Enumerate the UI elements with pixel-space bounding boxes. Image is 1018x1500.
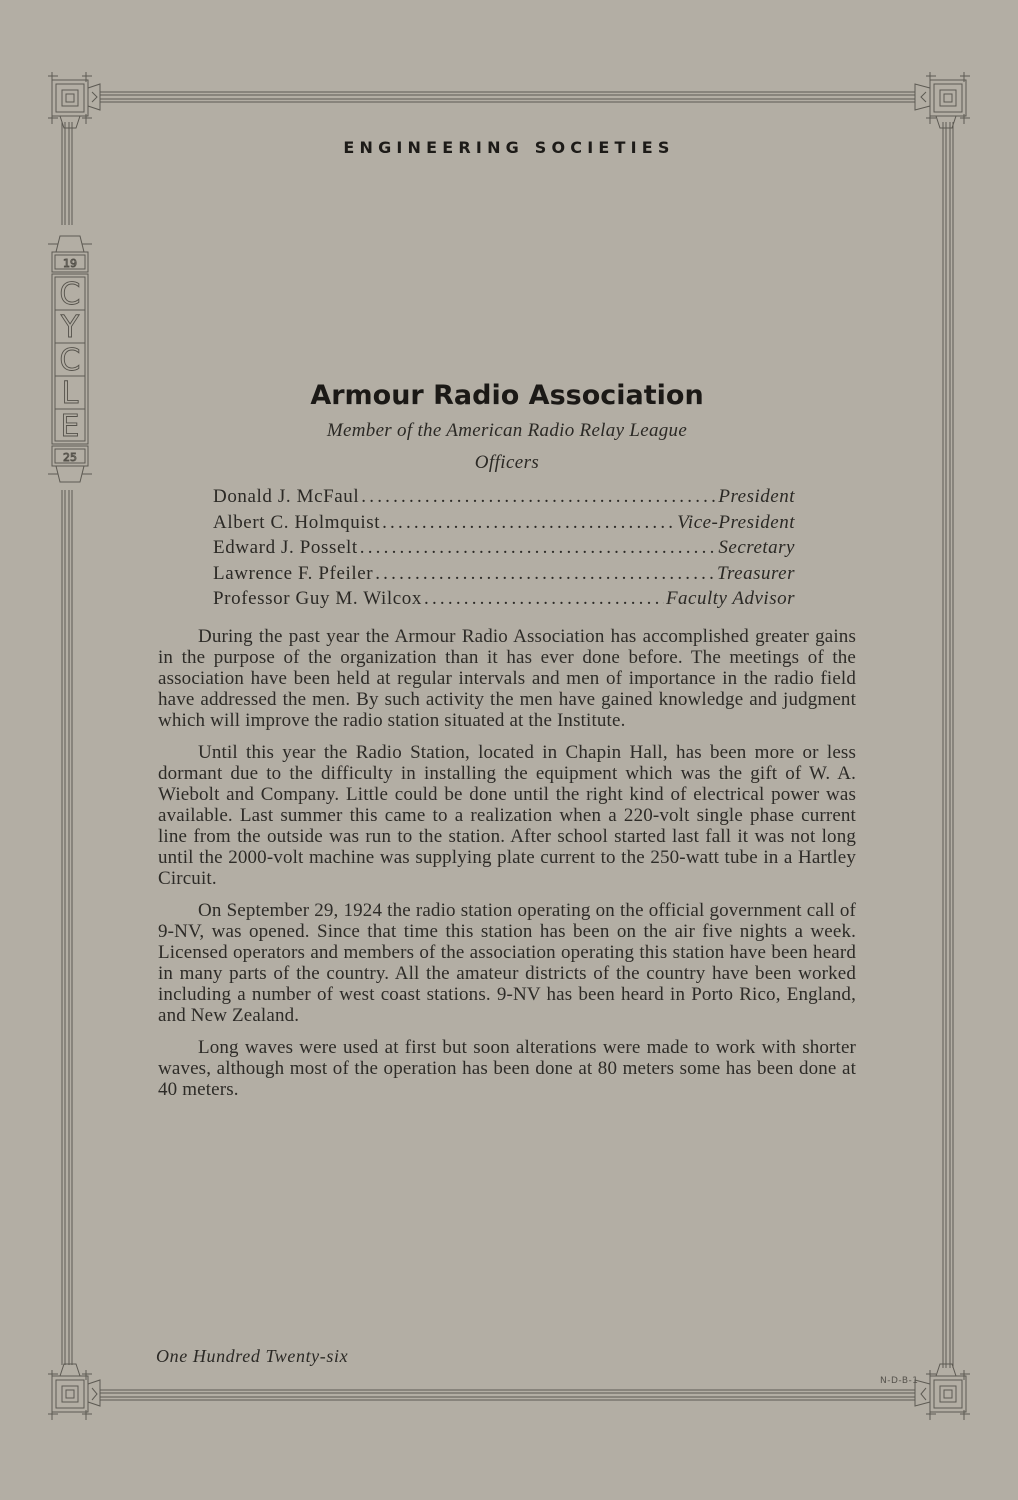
- corner-ornament-bottom-left: [48, 1364, 100, 1420]
- body-paragraph: On September 29, 1924 the radio station operating on the official government call of 9-NV, was opened. Since that time this station has been on the air five nights a week. Licensed operators and members of the association operating this station have been heard in many parts of the country. All the amateur districts of the country have been worked including a number of west coast stations. 9-NV has been heard in Porto Rico, England, and New Zealand.: [158, 899, 856, 1026]
- officer-name: Lawrence F. Pfeiler: [213, 562, 374, 584]
- bottom-border-rule: [100, 1390, 915, 1400]
- officer-role: Treasurer: [716, 562, 795, 584]
- corner-ornament-top-left: [48, 72, 100, 128]
- officer-role: President: [718, 486, 795, 507]
- officer-name: Professor Guy M. Wilcox: [213, 588, 423, 609]
- officer-row: [213, 535, 795, 561]
- officer-row: [213, 561, 795, 587]
- body-paragraph: Long waves were used at first but soon alterations were made to work with shorter waves, although most of the operation has been done at 80 meters some has been done at 40 meters.: [158, 1036, 856, 1100]
- side-ornament-year-top: 19: [63, 257, 77, 270]
- article-subtitle: Member of the American Radio Relay League: [326, 420, 688, 441]
- dot-leader: [360, 535, 717, 561]
- officer-row: [213, 510, 795, 536]
- officer-row: [213, 586, 795, 612]
- side-ornament-letter-4: L: [61, 376, 79, 411]
- dot-leader: [375, 561, 715, 587]
- engraver-mark: N-D-B-1: [880, 1376, 919, 1386]
- corner-ornament-top-right: [915, 72, 970, 128]
- side-ornament-year-bottom: 25: [63, 451, 77, 464]
- officers-list: [213, 484, 795, 612]
- officer-role: Faculty Advisor: [665, 588, 795, 609]
- right-border-rule: [943, 122, 953, 1368]
- officer-role: Vice-President: [677, 511, 795, 533]
- officer-role: Secretary: [718, 537, 795, 558]
- side-ornament-letter-5: E: [60, 409, 80, 444]
- running-header: ENGINEERING SOCIETIES: [343, 138, 675, 157]
- article: [158, 378, 856, 1100]
- side-ornament-letter-3: C: [59, 343, 81, 378]
- page-number-folio: One Hundred Twenty-six: [156, 1346, 349, 1366]
- side-ornament-letter-1: C: [59, 277, 81, 312]
- body-paragraph: Until this year the Radio Station, located in Chapin Hall, has been more or less dormant due to the difficulty in installing the equipment which was the gift of W. A. Wiebolt and Company. Little could be done until the right kind of electrical power was available. Last summer this came to a realization when a 220-volt single phase current line from the outside was run to the station. After school started last fall it was not long until the 2000-volt machine was supplying plate current to the 250-watt tube in a Hartley Circuit.: [158, 741, 856, 889]
- dot-leader: [382, 510, 675, 536]
- article-title: Armour Radio Association: [310, 380, 704, 411]
- top-border-rule: [100, 92, 915, 102]
- side-ornament-letter-2: Y: [60, 310, 80, 345]
- dot-leader: [424, 586, 664, 612]
- officer-row: [213, 484, 795, 510]
- officer-name: Edward J. Posselt: [213, 537, 358, 558]
- officers-heading: Officers: [474, 452, 540, 473]
- body-paragraph: During the past year the Armour Radio Association has accomplished greater gains in the purpose of the organization than it has ever done before. The meetings of the association have been held at regular intervals and men of importance in the radio field have addressed the men. By such activity the men have gained knowledge and judgment which will improve the radio station situated at the Institute.: [158, 625, 856, 731]
- officer-name: Donald J. McFaul: [213, 486, 360, 507]
- dot-leader: [361, 484, 716, 510]
- officer-name: Albert C. Holmquist: [213, 511, 381, 533]
- corner-ornament-bottom-right: [915, 1364, 970, 1420]
